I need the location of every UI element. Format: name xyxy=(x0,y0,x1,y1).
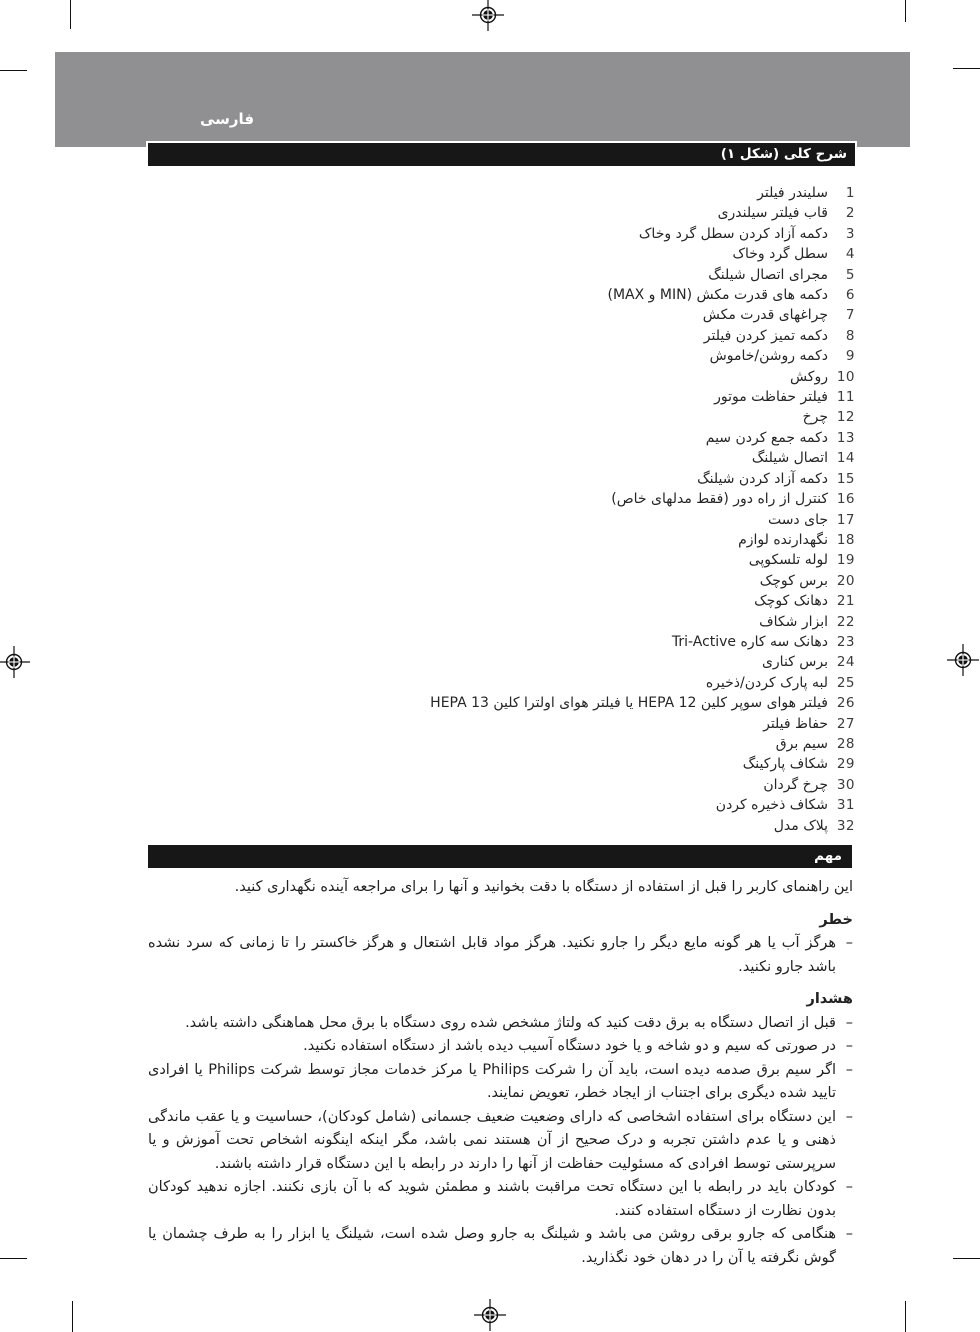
list-item-number: 3 xyxy=(845,225,855,242)
list-item-label: سیم برق xyxy=(775,735,828,752)
list-item xyxy=(155,244,855,264)
list-item xyxy=(155,510,855,530)
list-item-label: فیلتر حفاظت موتور xyxy=(714,389,828,406)
list-item-number: 25 xyxy=(836,674,855,691)
list-item-label: قاب فیلتر سیلندری xyxy=(717,205,828,222)
list-item xyxy=(155,571,855,591)
list-item xyxy=(155,326,855,346)
bullet-item xyxy=(148,932,853,979)
bullet-text: قبل از اتصال دستگاه به برق دقت کنید که ولتاژ مشخص شده روی دستگاه با برق محل هماهنگی داشته باشد. xyxy=(185,1014,836,1031)
bullet-dash: – xyxy=(845,1014,853,1031)
list-item-number: 19 xyxy=(836,552,855,569)
crop-mark-line xyxy=(0,1258,27,1259)
list-item-number: 22 xyxy=(836,613,855,630)
list-item xyxy=(155,734,855,754)
list-item xyxy=(155,652,855,672)
parts-list xyxy=(155,183,855,836)
bullet-dash: – xyxy=(845,1226,853,1242)
list-item-label: نگهدارنده لوازم xyxy=(738,531,828,548)
list-item-number: 30 xyxy=(836,776,855,793)
list-item-number: 16 xyxy=(836,491,855,508)
list-item-label: اتصال شیلنگ xyxy=(751,450,828,467)
list-item xyxy=(155,714,855,734)
list-item-number: 12 xyxy=(836,409,855,426)
list-item xyxy=(155,632,855,652)
list-item-number: 32 xyxy=(836,817,855,834)
list-item-number: 26 xyxy=(836,695,855,712)
bullet-text: در صورتی که سیم و دو شاخه و یا خود دستگاه آسیب دیده باشد از دستگاه استفاده نکنید. xyxy=(303,1038,836,1054)
bullet-item xyxy=(148,1106,853,1177)
bullet-dash: – xyxy=(845,1061,853,1078)
bullet-item xyxy=(148,1176,853,1223)
list-item-number: 24 xyxy=(836,654,855,671)
list-item xyxy=(155,285,855,305)
section-title-important: مهم xyxy=(148,845,852,868)
bullet-text: هنگامی که جارو برقی روشن می باشد و شیلنگ به جارو وصل شده است، شیلنگ یا ابزار را به طرف چشمان یا گوش نگرفته یا آن را در دهان خود نگذارید. xyxy=(148,1226,836,1266)
list-item-label: پلاک مدل xyxy=(773,817,828,834)
crop-mark-line xyxy=(953,68,980,69)
list-item xyxy=(155,775,855,795)
list-item-label: لبه پارک کردن/ذخیره xyxy=(705,674,828,691)
list-item xyxy=(155,673,855,693)
list-item xyxy=(155,693,855,713)
crop-mark-line xyxy=(905,0,906,22)
list-item-label: برس کناری xyxy=(761,654,828,671)
list-item-number: 4 xyxy=(845,246,855,263)
bullet-item xyxy=(148,1035,853,1059)
list-item xyxy=(155,367,855,387)
list-item-number: 17 xyxy=(836,511,855,528)
list-item xyxy=(155,448,855,468)
list-item xyxy=(155,387,855,407)
list-item-label: حفاظ فیلتر xyxy=(763,715,828,732)
bullet-dash: – xyxy=(845,1038,853,1054)
list-item-number: 7 xyxy=(845,307,855,324)
list-item xyxy=(155,203,855,223)
language-label: فارسی xyxy=(200,110,255,128)
list-item-label: جای دست xyxy=(767,511,828,528)
list-item xyxy=(155,754,855,774)
language-header-band xyxy=(55,52,910,147)
list-item-label: دکمه های قدرت مکش (MIN و MAX) xyxy=(607,287,828,304)
list-item xyxy=(155,224,855,244)
list-item-number: 11 xyxy=(836,389,855,406)
list-item-label: دهانک کوچک xyxy=(754,593,828,610)
list-item-label: سطل گرد وخاک xyxy=(732,246,828,263)
list-item-label: شکاف پارکینگ xyxy=(742,756,828,773)
bullet-item xyxy=(148,1059,853,1106)
list-item-label: فیلتر هوای سوپر کلین HEPA 12 یا فیلتر هوای اولترا کلین HEPA 13 xyxy=(430,695,828,712)
list-item xyxy=(155,469,855,489)
list-item-number: 14 xyxy=(836,450,855,467)
bullet-item xyxy=(148,1012,853,1036)
list-item xyxy=(155,591,855,611)
list-item-number: 1 xyxy=(845,185,855,201)
list-item xyxy=(155,816,855,836)
list-item xyxy=(155,795,855,815)
list-item xyxy=(155,265,855,285)
crop-mark-line xyxy=(70,0,71,29)
bullet-dash: – xyxy=(845,935,853,951)
important-section xyxy=(148,872,853,1270)
section-title-general-description: شرح کلی (شکل ۱) xyxy=(146,141,857,168)
bullet-text: اگر سیم برق صدمه دیده است، باید آن را شرکت Philips یا مرکز خدمات مجاز توسط شرکت Philips یا افرادی تایید شده دیگری برای اجتناب از ایجاد خطر، تعویض نمایند. xyxy=(148,1061,836,1101)
list-item xyxy=(155,489,855,509)
list-item-label: کنترل از راه دور (فقط مدلهای خاص) xyxy=(611,491,828,508)
registration-mark-icon xyxy=(947,644,979,676)
crop-mark-line xyxy=(0,70,27,71)
list-item-number: 2 xyxy=(845,205,855,222)
registration-mark-icon xyxy=(474,1299,506,1331)
list-item-number: 31 xyxy=(836,797,855,814)
list-item-number: 27 xyxy=(836,715,855,732)
list-item-label: ابزار شکاف xyxy=(759,613,828,630)
list-item-number: 6 xyxy=(845,287,855,304)
danger-list xyxy=(148,932,853,979)
list-item-label: برس کوچک xyxy=(759,572,828,589)
list-item-label: چرخ گردان xyxy=(763,776,828,793)
list-item-number: 5 xyxy=(845,266,855,283)
list-item-number: 21 xyxy=(836,593,855,610)
list-item-label: سلیندر فیلتر xyxy=(757,185,828,201)
list-item xyxy=(155,346,855,366)
list-item-number: 10 xyxy=(836,368,855,385)
registration-mark-icon xyxy=(472,0,504,31)
list-item-label: چراغهای قدرت مکش xyxy=(702,307,828,324)
list-item-label: دهانک سه کاره Tri-Active xyxy=(671,633,828,650)
warning-heading: هشدار xyxy=(806,991,853,1007)
registration-mark-icon xyxy=(0,646,30,678)
bullet-text: کودکان باید در رابطه با این دستگاه تحت مراقبت باشند و مطمئن شوید که با آن بازی نکنند. اجازه ندهید کودکان بدون نظارت از دستگاه استفاده کنند. xyxy=(148,1179,836,1219)
crop-mark-line xyxy=(953,1258,980,1259)
list-item-label: دکمه روشن/خاموش xyxy=(709,348,828,365)
list-item-number: 20 xyxy=(836,572,855,589)
list-item xyxy=(155,428,855,448)
list-item-label: مجرای اتصال شیلنگ xyxy=(708,266,828,283)
list-item xyxy=(155,407,855,427)
list-item-label: چرخ xyxy=(802,409,828,426)
bullet-text: هرگز آب یا هر گونه مایع دیگر را جارو نکنید. هرگز مواد قابل اشتعال و هرگز خاکستر را تا زمانی که سرد نشده باشد جارو نکنید. xyxy=(148,935,836,975)
warning-list xyxy=(148,1012,853,1271)
bullet-item xyxy=(148,1223,853,1270)
list-item-label: روکش xyxy=(789,368,828,385)
crop-mark-line xyxy=(905,1301,906,1332)
list-item-number: 29 xyxy=(836,756,855,773)
list-item-number: 8 xyxy=(845,327,855,344)
list-item xyxy=(155,183,855,203)
list-item-number: 15 xyxy=(836,470,855,487)
list-item-label: شکاف ذخیره کردن xyxy=(715,797,828,814)
list-item-number: 23 xyxy=(836,633,855,650)
important-intro-text: این راهنمای کاربر را قبل از استفاده از دستگاه با دقت بخوانید و آنها را برای مراجعه آینده نگهداری کنید. xyxy=(234,879,853,895)
list-item-number: 9 xyxy=(845,348,855,365)
list-item xyxy=(155,550,855,570)
list-item-label: دکمه آزاد کردن شیلنگ xyxy=(697,470,828,487)
list-item-label: دکمه جمع کردن سیم xyxy=(705,429,828,446)
list-item-number: 28 xyxy=(836,735,855,752)
list-item xyxy=(155,530,855,550)
crop-mark-line xyxy=(72,1301,73,1332)
list-item-label: دکمه تمیز کردن فیلتر xyxy=(703,327,828,344)
danger-heading: خطر xyxy=(819,911,853,928)
bullet-dash: – xyxy=(845,1179,853,1195)
list-item xyxy=(155,305,855,325)
list-item xyxy=(155,612,855,632)
list-item-number: 18 xyxy=(836,531,855,548)
list-item-label: دکمه آزاد کردن سطل گرد وخاک xyxy=(638,225,828,242)
list-item-number: 13 xyxy=(836,429,855,446)
list-item-label: لوله تلسکوپی xyxy=(748,552,828,569)
bullet-text: این دستگاه برای استفاده اشخاصی که دارای وضعیت ضعیف جسمانی (شامل کودکان)، حساسیت و یا عقب ماندگی ذهنی و یا عدم داشتن تجربه و درک صحیح از آن هستند نمی باشد، مگر اینکه اینگونه اشخاص تحت آموزش و یا سرپرستی توسط افرادی که مسئولیت حفاظت از آنها را دارند در رابطه با این دستگاه قرار داشته باشند. xyxy=(148,1108,836,1172)
bullet-dash: – xyxy=(845,1108,853,1125)
